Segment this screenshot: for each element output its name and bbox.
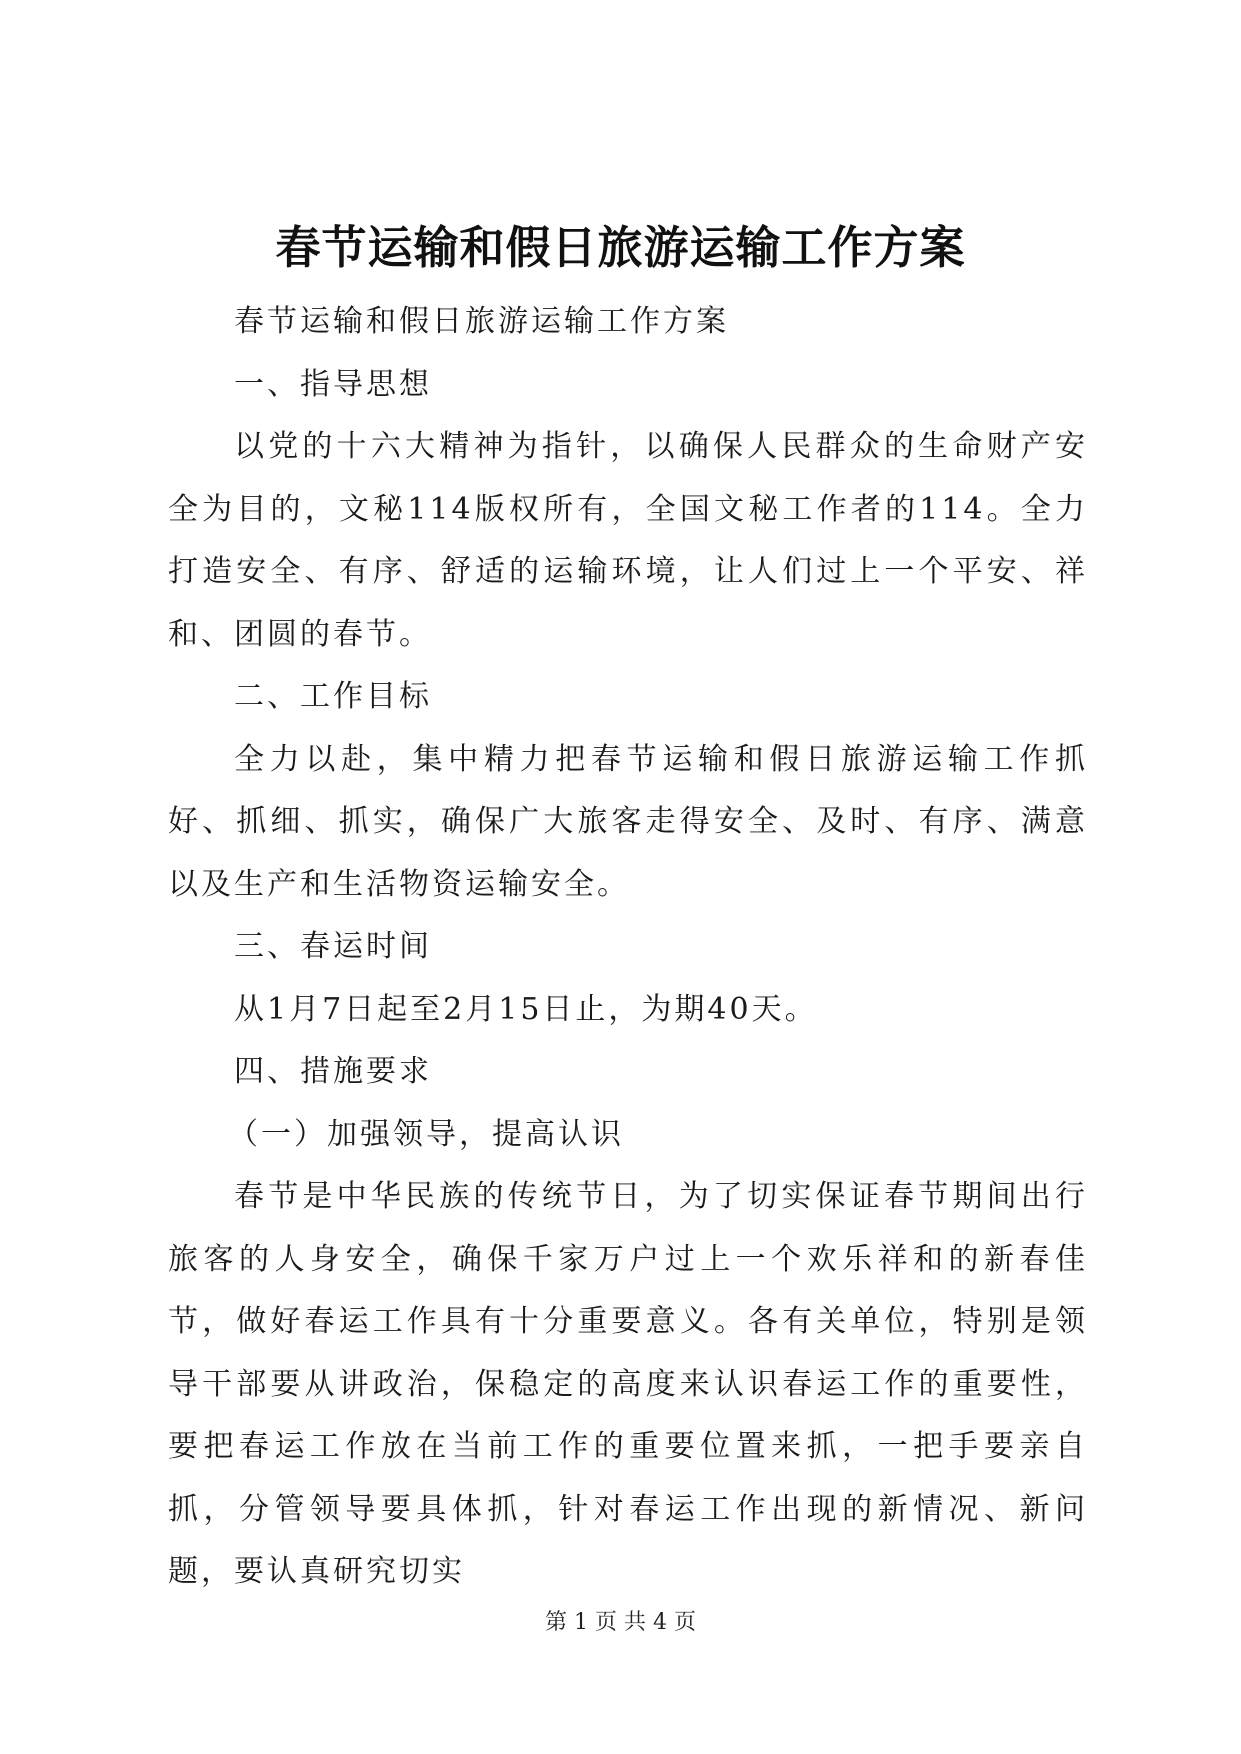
section-heading-guiding-ideology: 一、指导思想 — [234, 366, 432, 402]
paragraph-guiding-ideology: 以党的十六大精神为指针，以确保人民群众的生命财产安全为目的，文秘114版权所有，全国文秘工作者的114。全力打造安全、有序、舒适的运输环境，让人们过上一个平安、祥和、团圆的春节。 — [168, 429, 1088, 652]
subsection-heading-leadership: （一）加强领导，提高认识 — [228, 1116, 624, 1152]
paragraph-work-goals: 全力以赴，集中精力把春节运输和假日旅游运输工作抓好、抓细、抓实，确保广大旅客走得安全、及时、有序、满意以及生产和生活物资运输安全。 — [168, 741, 1088, 902]
section-heading-spring-transport-period: 三、春运时间 — [234, 929, 432, 964]
paragraph-leadership: 春节是中华民族的传统节日，为了切实保证春节期间出行旅客的人身安全，确保千家万户过上一个欢乐祥和的新春佳节，做好春运工作具有十分重要意义。各有关单位，特别是领导干部要从讲政治，保稳定的高度来认识春运工作的重要性，要把春运工作放在当前工作的重要位置来抓，一把手要亲自抓，分管领导要具体抓，针对春运工作出现的新情况、新问题，要认真研究切实 — [168, 1179, 1088, 1589]
page-footer: 第 1 页 共 4 页 — [545, 1610, 696, 1635]
paragraph-spring-transport-period: 从1月7日起至2月15日止，为期40天。 — [234, 991, 818, 1027]
document-body — [168, 291, 1088, 1604]
section-heading-measures: 四、措施要求 — [234, 1054, 432, 1089]
paragraph-heading-repeat: 春节运输和假日旅游运输工作方案 — [234, 304, 729, 339]
document-title: 春节运输和假日旅游运输工作方案 — [275, 221, 966, 274]
section-heading-work-goals: 二、工作目标 — [234, 679, 432, 714]
